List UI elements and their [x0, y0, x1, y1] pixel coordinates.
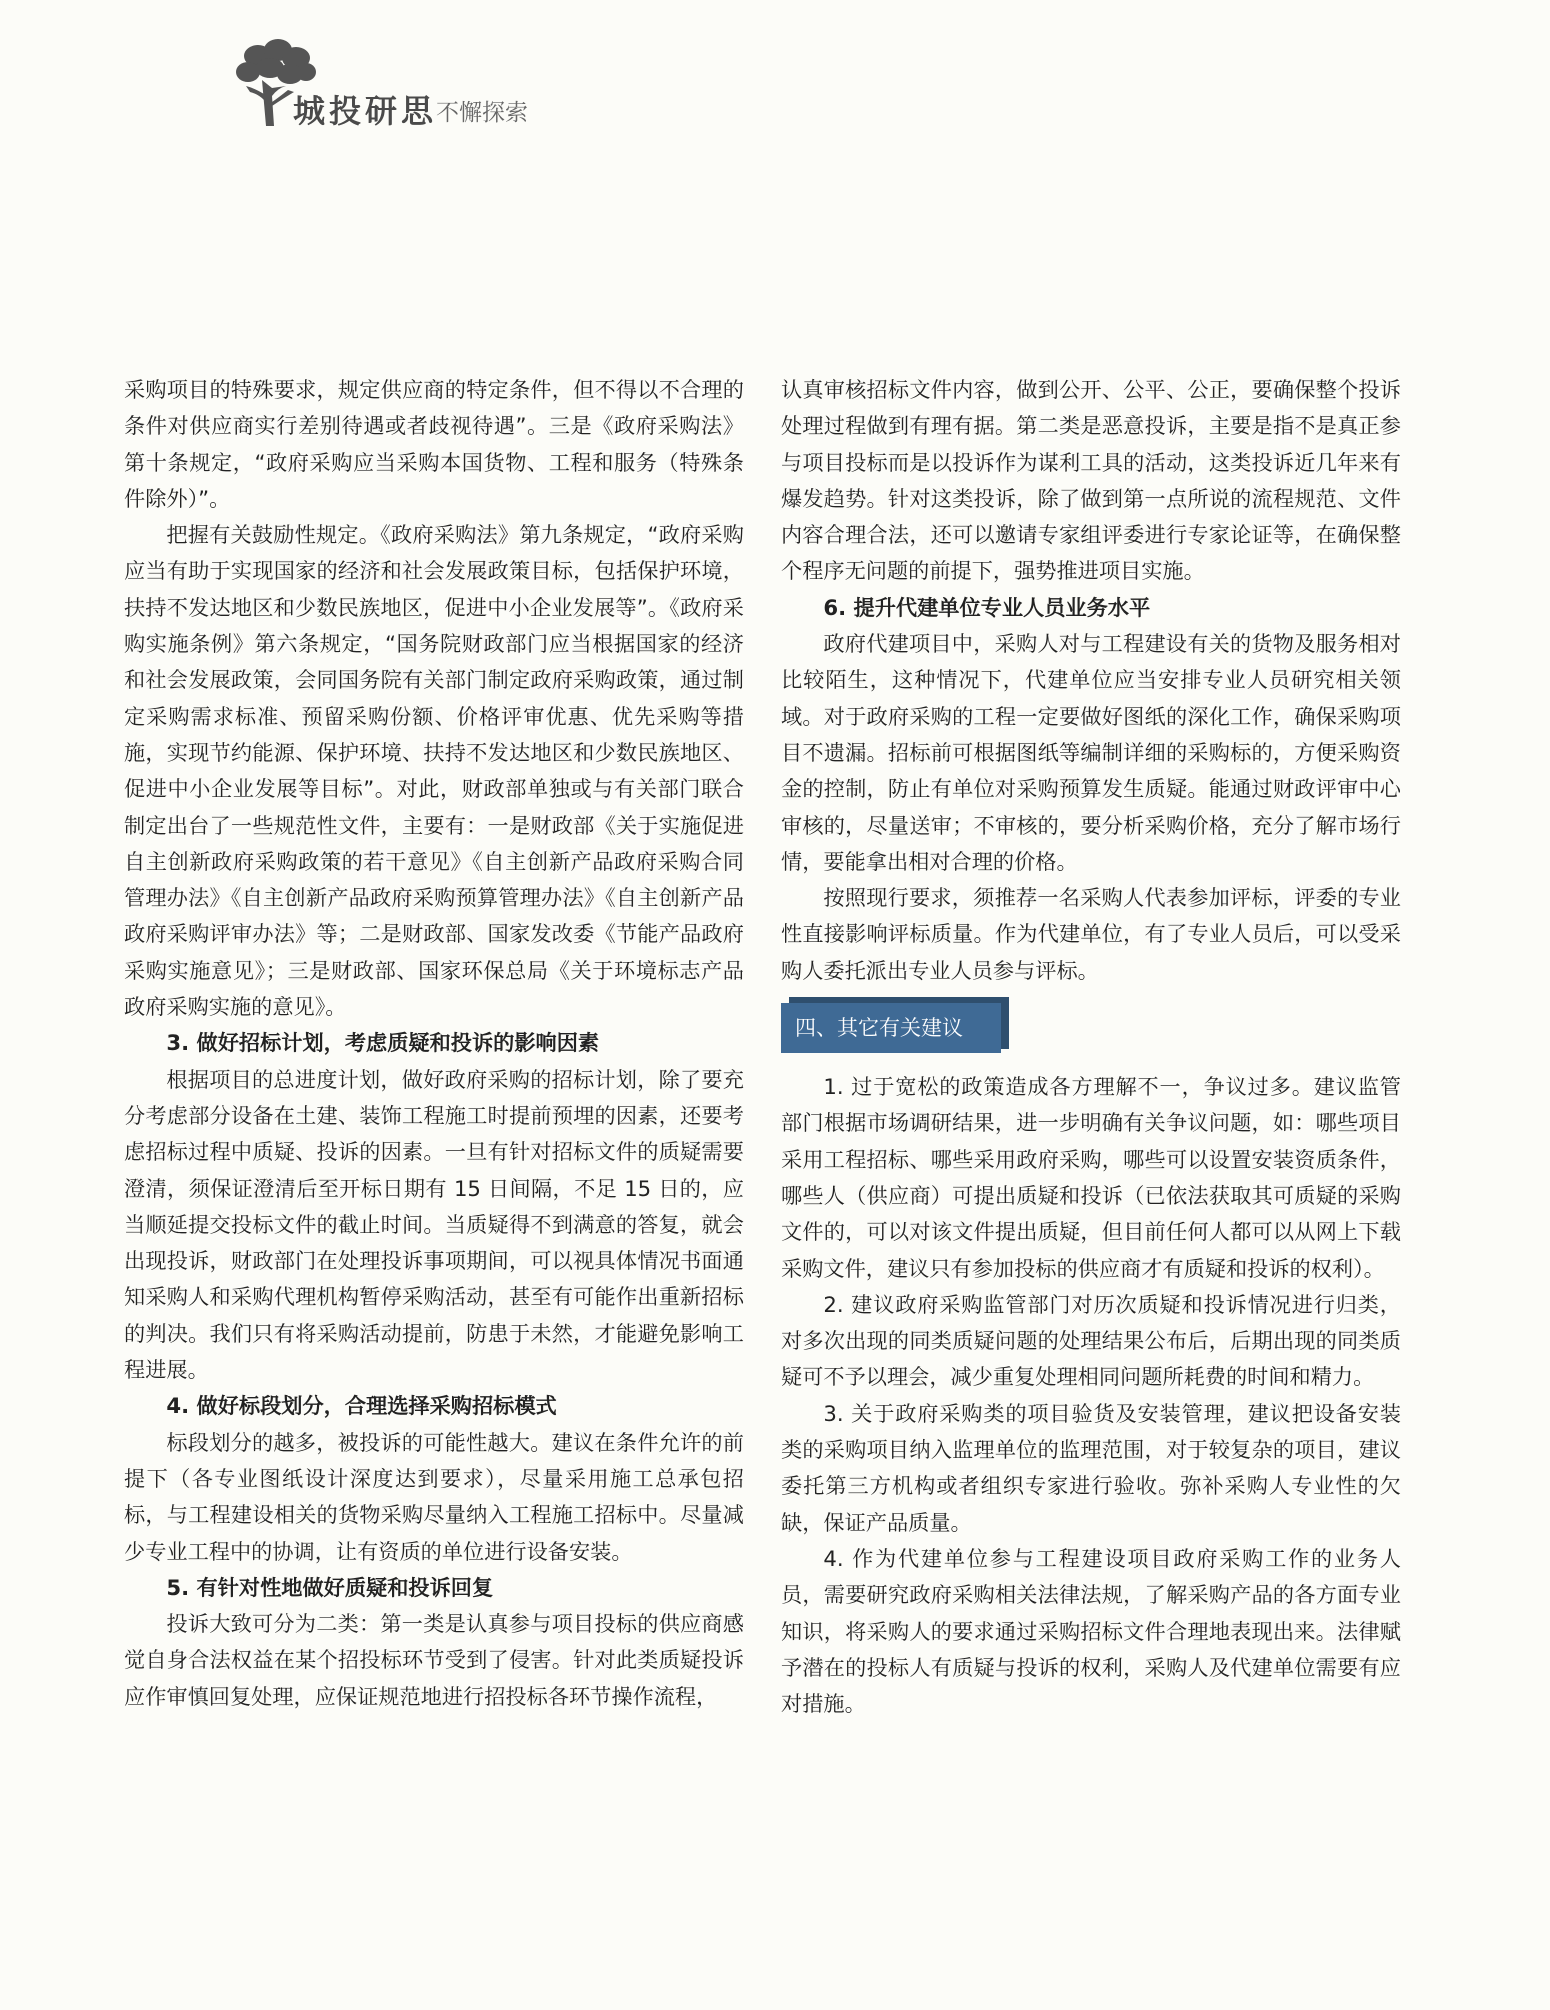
- paragraph: 标段划分的越多，被投诉的可能性越大。建议在条件允许的前提下（各专业图纸设计深度达到要求），尽量采用施工总承包招标，与工程建设相关的货物采购尽量纳入工程施工招标中。尽量减少专业工程中的协调，让有资质的单位进行设备安装。: [124, 1429, 744, 1564]
- paragraph: 把握有关鼓励性规定。《政府采购法》第九条规定，“政府采购应当有助于实现国家的经济和社会发展政策目标，包括保护环境，扶持不发达地区和少数民族地区，促进中小企业发展等”。《政府采购实施条例》第六条规定，“国务院财政部门应当根据国家的经济和社会发展政策，会同国务院有关部门制定政府采购政策，通过制定采购需求标准、预留采购份额、价格评审优惠、优先采购等措施，实现节约能源、保护环境、扶持不发达地区和少数民族地区、促进中小企业发展等目标”。对此，财政部单独或与有关部门联合制定出台了一些规范性文件，主要有：一是财政部《关于实施促进自主创新政府采购政策的若干意见》《自主创新产品政府采购合同管理办法》《自主创新产品政府采购预算管理办法》《自主创新产品政府采购评审办法》等；二是财政部、国家发改委《节能产品政府采购实施意见》；三是财政部、国家环保总局《关于环境标志产品政府采购实施的意见》。: [124, 522, 744, 1020]
- paragraph: 2. 建议政府采购监管部门对历次质疑和投诉情况进行归类，对多次出现的同类质疑问题的处理结果公布后，后期出现的同类质疑可不予以理会，减少重复处理相同问题所耗费的时间和精力。: [781, 1291, 1401, 1390]
- section-heading-text: 四、其它有关建议: [781, 1003, 1001, 1053]
- paragraph: 投诉大致可分为二类：第一类是认真参与项目投标的供应商感觉自身合法权益在某个招投标环节受到了侵害。针对此类质疑投诉应作审慎回复处理，应保证规范地进行招投标各环节操作流程，: [124, 1611, 744, 1709]
- left-column: [124, 372, 744, 1715]
- paragraph: 认真审核招标文件内容，做到公开、公平、公正，要确保整个投诉处理过程做到有理有据。第二类是恶意投诉，主要是指不是真正参与项目投标而是以投诉作为谋利工具的活动，这类投诉近几年来有爆发趋势。针对这类投诉，除了做到第一点所说的流程规范、文件内容合理合法，还可以邀请专家组评委进行专家论证等，在确保整个程序无问题的前提下，强势推进项目实施。: [781, 377, 1401, 584]
- subheading: 4. 做好标段划分，合理选择采购招标模式: [166, 1393, 557, 1419]
- paragraph: 按照现行要求，须推荐一名采购人代表参加评标，评委的专业性直接影响评标质量。作为代建单位，有了专业人员后，可以受采购人委托派出专业人员参与评标。: [781, 885, 1401, 983]
- paragraph: 政府代建项目中，采购人对与工程建设有关的货物及服务相对比较陌生，这种情况下，代建单位应当安排专业人员研究相关领域。对于政府采购的工程一定要做好图纸的深化工作，确保采购项目不遗漏。招标前可根据图纸等编制详细的采购标的，方便采购资金的控制，防止有单位对采购预算发生质疑。能通过财政评审中心审核的，尽量送审；不审核的，要分析采购价格，充分了解市场行情，要能拿出相对合理的价格。: [781, 631, 1401, 874]
- subheading: 3. 做好招标计划，考虑质疑和投诉的影响因素: [166, 1030, 600, 1056]
- paragraph: 根据项目的总进度计划，做好政府采购的招标计划，除了要充分考虑部分设备在土建、装饰工程施工时提前预埋的因素，还要考虑招标过程中质疑、投诉的因素。一旦有针对招标文件的质疑需要澄清，须保证澄清后至开标日期有 15 日间隔，不足 15 日的，应当顺延提交投标文件的截止时间。当质疑得不到满意的答复，就会出现投诉，财政部门在处理投诉事项期间，可以视具体情况书面通知采购人和采购代理机构暂停采购活动，甚至有可能作出重新招标的判决。我们只有将采购活动提前，防患于未然，才能避免影响工程进展。: [124, 1066, 744, 1383]
- subheading: 5. 有针对性地做好质疑和投诉回复: [166, 1574, 494, 1600]
- paragraph: 1. 过于宽松的政策造成各方理解不一，争议过多。建议监管部门根据市场调研结果，进一步明确有关争议问题，如：哪些项目采用工程招标、哪些采用政府采购，哪些可以设置安装资质条件，哪些人（供应商）可提出质疑和投诉（已依法获取其可质疑的采购文件的，可以对该文件提出质疑，但目前任何人都可以从网上下载采购文件，建议只有参加投标的供应商才有质疑和投诉的权利）。: [781, 1074, 1401, 1281]
- page-header: [228, 36, 648, 136]
- right-column: [781, 372, 1401, 1722]
- brand-name: 城投研思: [293, 92, 438, 130]
- section-heading-banner: [781, 1003, 1009, 1053]
- subheading: 6. 提升代建单位专业人员业务水平: [823, 594, 1151, 620]
- brand-slogan: 不懈探索: [436, 100, 528, 126]
- paragraph: 4. 作为代建单位参与工程建设项目政府采购工作的业务人员，需要研究政府采购相关法律法规，了解采购产品的各方面专业知识，将采购人的要求通过采购招标文件合理地表现出来。法律赋予潜在的投标人有质疑与投诉的权利，采购人及代建单位需要有应对措施。: [781, 1545, 1401, 1717]
- paragraph: 3. 关于政府采购类的项目验货及安装管理，建议把设备安装类的采购项目纳入监理单位的监理范围，对于较复杂的项目，建议委托第三方机构或者组织专家进行验收。弥补采购人专业性的欠缺，保证产品质量。: [781, 1400, 1401, 1535]
- paragraph: 采购项目的特殊要求，规定供应商的特定条件，但不得以不合理的条件对供应商实行差别待遇或者歧视待遇”。三是《政府采购法》第十条规定，“政府采购应当采购本国货物、工程和服务（特殊条件除外）”。: [124, 377, 744, 511]
